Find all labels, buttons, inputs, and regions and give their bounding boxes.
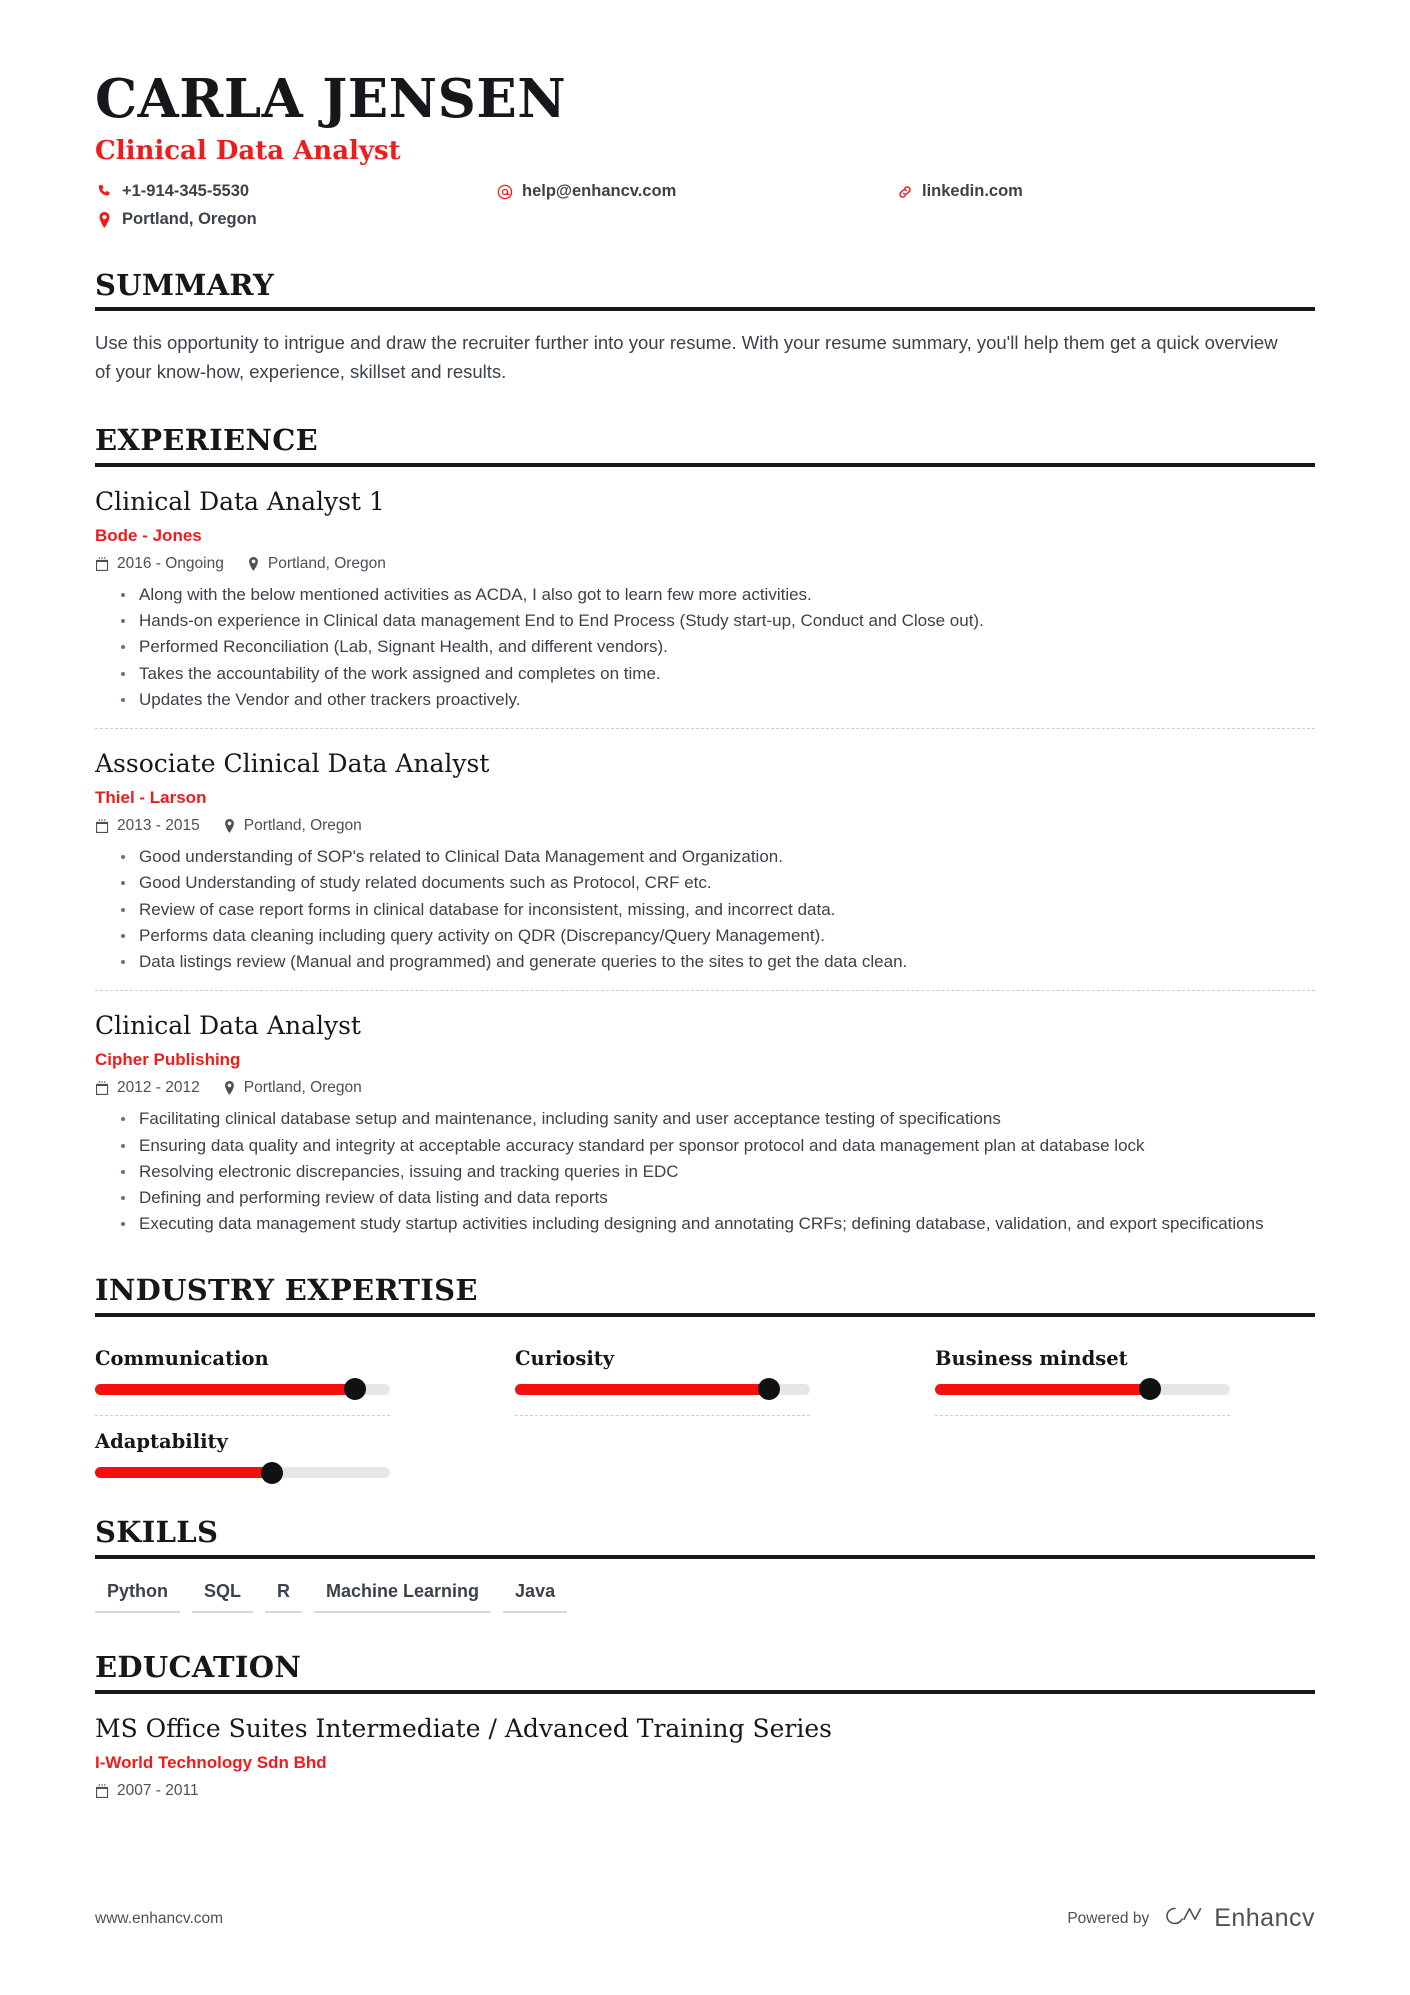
section-heading-industry-expertise: INDUSTRY EXPERTISE <box>95 1273 478 1308</box>
powered-by-label: Powered by <box>1067 1909 1150 1927</box>
enhancv-logo-icon <box>1163 1902 1205 1935</box>
location-pin-icon <box>222 1081 237 1095</box>
job-title: Clinical Data Analyst <box>95 135 401 166</box>
experience-dates <box>95 1079 200 1097</box>
experience-location <box>222 817 362 835</box>
experience-title: Associate Clinical Data Analyst <box>95 748 490 778</box>
experience-location-text: Portland, Oregon <box>243 817 362 835</box>
skill-tag: Python <box>95 1581 180 1614</box>
slider-fill <box>515 1384 769 1395</box>
expertise-divider <box>935 1415 1230 1416</box>
education-institution: I-World Technology Sdn Bhd <box>95 1752 327 1772</box>
experience-location <box>246 555 386 573</box>
calendar-icon <box>95 1784 110 1798</box>
education-meta <box>95 1782 1315 1800</box>
contact-email-text: help@enhancv.com <box>522 181 677 200</box>
bullet-item: Performed Reconciliation (Lab, Signant Health, and different vendors). <box>119 634 1315 659</box>
footer-url[interactable]: www.enhancv.com <box>95 1909 224 1927</box>
contact-phone[interactable] <box>95 181 495 202</box>
experience-bullets <box>95 1106 1315 1236</box>
contact-linkedin[interactable] <box>895 181 1315 202</box>
slider-knob[interactable] <box>758 1378 780 1400</box>
experience-bullets <box>95 582 1315 712</box>
skill-tag: R <box>265 1581 302 1614</box>
expertise-item <box>95 1416 475 1478</box>
education-dates <box>95 1782 199 1800</box>
experience-location <box>222 1079 362 1097</box>
slider-fill <box>95 1467 272 1478</box>
expertise-slider[interactable] <box>515 1384 810 1395</box>
location-pin-icon <box>95 212 114 228</box>
slider-fill <box>935 1384 1150 1395</box>
section-education <box>95 1651 1315 1800</box>
experience-title: Clinical Data Analyst <box>95 1011 361 1041</box>
experience-company: Thiel - Larson <box>95 787 207 807</box>
bullet-item: Good understanding of SOP's related to Clinical Data Management and Organization. <box>119 844 1315 869</box>
experience-dates <box>95 555 224 573</box>
contact-phone-text: +1-914-345-5530 <box>122 181 250 200</box>
bullet-item: Updates the Vendor and other trackers proactively. <box>119 687 1315 712</box>
experience-location-text: Portland, Oregon <box>267 555 386 573</box>
experience-company: Bode - Jones <box>95 525 202 545</box>
contact-location-text: Portland, Oregon <box>122 210 257 229</box>
contact-info <box>95 181 1315 231</box>
expertise-slider[interactable] <box>95 1467 390 1478</box>
calendar-icon <box>95 819 110 833</box>
expertise-label: Communication <box>95 1346 269 1370</box>
slider-knob[interactable] <box>344 1378 366 1400</box>
experience-meta <box>95 1079 1315 1097</box>
bullet-item: Performs data cleaning including query activity on QDR (Discrepancy/Query Management). <box>119 923 1315 948</box>
contact-email[interactable] <box>495 181 895 202</box>
skill-tag: SQL <box>192 1581 253 1614</box>
section-heading-skills: SKILLS <box>95 1515 219 1550</box>
bullet-item: Defining and performing review of data listing and data reports <box>119 1185 1315 1210</box>
experience-dates <box>95 817 200 835</box>
bullet-item: Facilitating clinical database setup and maintenance, including sanity and user acceptance testing of specifications <box>119 1106 1315 1131</box>
calendar-icon <box>95 1081 110 1095</box>
skill-tag: Java <box>503 1581 567 1614</box>
slider-knob[interactable] <box>261 1462 283 1484</box>
location-pin-icon <box>222 819 237 833</box>
education-dates-text: 2007 - 2011 <box>117 1782 199 1800</box>
location-pin-icon <box>246 557 261 571</box>
phone-icon <box>95 184 114 199</box>
expertise-slider[interactable] <box>935 1384 1230 1395</box>
education-entry <box>95 1694 1315 1800</box>
experience-title: Clinical Data Analyst 1 <box>95 486 385 516</box>
education-title: MS Office Suites Intermediate / Advanced Training Series <box>95 1713 832 1743</box>
expertise-item <box>95 1333 475 1416</box>
link-icon <box>895 184 914 200</box>
summary-text: Use this opportunity to intrigue and draw the recruiter further into your resume. With your resume summary, you'll help them get a quick overview of your know-how, experience, skillset and results. <box>95 332 1278 382</box>
bullet-item: Along with the below mentioned activities as ACDA, I also got to learn few more activities. <box>119 582 1315 607</box>
expertise-grid <box>95 1333 1315 1479</box>
page-footer <box>95 1902 1315 1935</box>
section-heading-experience: EXPERIENCE <box>95 423 318 458</box>
section-heading-summary: SUMMARY <box>95 267 274 302</box>
section-rule <box>95 307 1315 311</box>
expertise-label: Curiosity <box>515 1346 615 1370</box>
experience-bullets <box>95 844 1315 974</box>
bullet-item: Executing data management study startup activities including designing and annotating CRFs; defining database, validation, and export specifications <box>119 1211 1315 1236</box>
bullet-item: Ensuring data quality and integrity at acceptable accuracy standard per sponsor protocol and data management plan at database lock <box>119 1133 1315 1158</box>
experience-meta <box>95 817 1315 835</box>
section-heading-education: EDUCATION <box>95 1650 302 1685</box>
expertise-label: Business mindset <box>935 1346 1128 1370</box>
experience-dates-text: 2012 - 2012 <box>117 1079 200 1097</box>
section-rule <box>95 1313 1315 1317</box>
brand-name: Enhancv <box>1214 1904 1315 1932</box>
slider-fill <box>95 1384 355 1395</box>
expertise-divider <box>515 1415 810 1416</box>
bullet-item: Good Understanding of study related documents such as Protocol, CRF etc. <box>119 870 1315 895</box>
bullet-item: Resolving electronic discrepancies, issuing and tracking queries in EDC <box>119 1159 1315 1184</box>
bullet-item: Data listings review (Manual and programmed) and generate queries to the sites to get the data clean. <box>119 949 1315 974</box>
resume-header <box>95 0 1315 231</box>
experience-meta <box>95 555 1315 573</box>
skill-tag: Machine Learning <box>314 1581 491 1614</box>
experience-entry <box>95 729 1315 991</box>
section-experience <box>95 424 1315 1236</box>
section-summary <box>95 269 1315 387</box>
email-icon <box>495 184 514 200</box>
expertise-slider[interactable] <box>95 1384 390 1395</box>
page-title: CARLA JENSEN <box>95 68 567 130</box>
experience-dates-text: 2013 - 2015 <box>117 817 200 835</box>
section-rule <box>95 1555 1315 1559</box>
experience-entry <box>95 991 1315 1236</box>
contact-linkedin-text: linkedin.com <box>922 181 1023 200</box>
footer-brand <box>1067 1902 1315 1935</box>
skills-list <box>95 1581 1315 1614</box>
contact-location <box>95 209 495 230</box>
slider-knob[interactable] <box>1139 1378 1161 1400</box>
experience-company: Cipher Publishing <box>95 1050 241 1070</box>
bullet-item: Hands-on experience in Clinical data management End to End Process (Study start-up, Conduct and Close out). <box>119 608 1315 633</box>
expertise-label: Adaptability <box>95 1429 228 1453</box>
experience-dates-text: 2016 - Ongoing <box>117 555 224 573</box>
section-skills <box>95 1516 1315 1613</box>
calendar-icon <box>95 557 110 571</box>
experience-entry <box>95 467 1315 729</box>
bullet-item: Takes the accountability of the work assigned and completes on time. <box>119 661 1315 686</box>
expertise-item <box>935 1333 1315 1416</box>
expertise-item <box>515 1333 895 1416</box>
experience-location-text: Portland, Oregon <box>243 1079 362 1097</box>
section-industry-expertise <box>95 1274 1315 1478</box>
bullet-item: Review of case report forms in clinical database for inconsistent, missing, and incorrect data. <box>119 897 1315 922</box>
